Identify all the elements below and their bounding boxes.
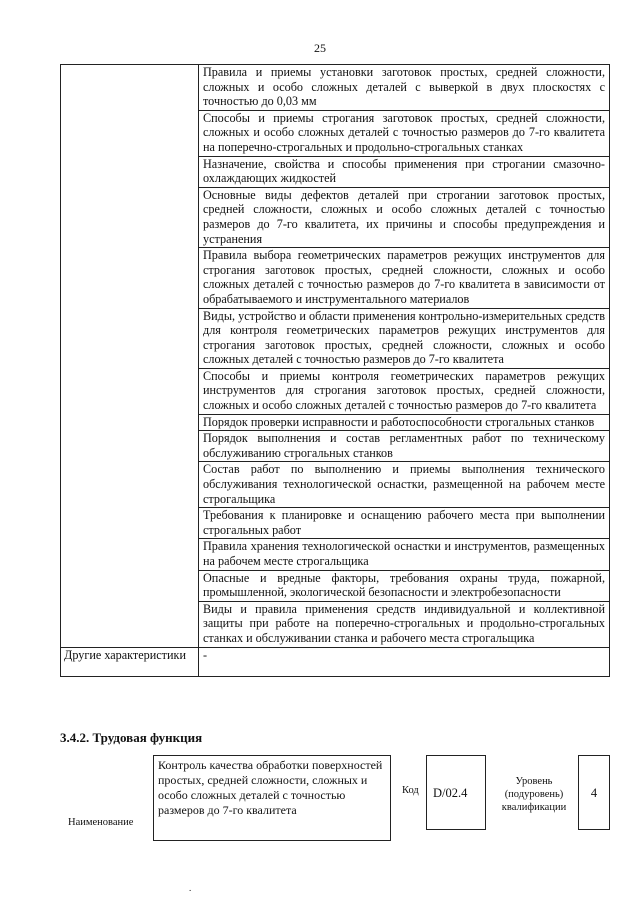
knowledge-item: Виды и правила применения средств индивидуальной и коллективной защиты при работе на поперечно-строгальных и продольно-строгальных станках и обслуживании станка и рабочего места строгальщика — [199, 601, 610, 647]
knowledge-item: Назначение, свойства и способы применения при строгании смазочно-охлаждающих жидкостей — [199, 156, 610, 187]
knowledge-item: Способы и приемы контроля геометрических параметров режущих инструментов для строгания заготовок простых, средней сложности, сложных и особо сложных деталей с точностью размеров до 7-го квалитета — [199, 368, 610, 414]
required-knowledge-table — [60, 64, 610, 677]
section-title: 3.4.2. Трудовая функция — [60, 730, 203, 745]
qualification-level-value: 4 — [578, 755, 610, 830]
knowledge-item: Требования к планировке и оснащению рабочего места при выполнении строгальных работ — [199, 508, 610, 539]
knowledge-item: Порядок проверки исправности и работоспособности строгальных станков — [199, 414, 610, 431]
knowledge-item: Способы и приемы строгания заготовок простых, средней сложности, сложных и особо сложных деталей с точностью размеров до 7-го квалитета на поперечно-строгальных и продольно-строгальных станках — [199, 110, 610, 156]
knowledge-item: Правила выбора геометрических параметров режущих инструментов для строгания заготовок простых, средней сложности, сложных и особо сложных деталей с точностью размеров до 7-го квалитета в зависимости от обрабатываемого и инструментального материалов — [199, 248, 610, 308]
other-characteristics-value: - — [199, 647, 610, 676]
knowledge-item: Правила хранения технологической оснастки и инструментов, размещенных на рабочем месте строгальщика — [199, 539, 610, 570]
page-number: 25 — [314, 41, 326, 55]
knowledge-label-cell — [61, 65, 199, 648]
knowledge-item: Виды, устройство и области применения контрольно-измерительных средств для контроля геометрических параметров режущих инструментов для строгания заготовок простых, средней сложности, сложных и особо сложных деталей с точностью размеров до 7-го квалитета — [199, 308, 610, 368]
function-name-value: Контроль качества обработки поверхностей простых, средней сложности, сложных и особо сложных деталей с точностью размеров до 7-го квалитета — [153, 755, 391, 841]
other-characteristics-row — [61, 647, 610, 676]
qualification-level-label: Уровень (подуровень) квалификации — [501, 776, 567, 813]
knowledge-item: Правила и приемы установки заготовок простых, средней сложности, сложных и особо сложных деталей с выверкой в двух плоскостях с точностью до 0,03 мм — [199, 65, 610, 111]
other-characteristics-label: Другие характеристики — [61, 647, 199, 676]
table-row — [61, 65, 610, 111]
knowledge-item: Основные виды дефектов деталей при строгании заготовок простых, средней сложности, сложных и особо сложных деталей с точностью размеров до 7-го квалитета, их причины и способы предупреждения и устранения — [199, 187, 610, 247]
function-code-value: D/02.4 — [426, 755, 486, 830]
footer-mark: . — [189, 883, 192, 893]
knowledge-item: Состав работ по выполнению и приемы выполнения технического обслуживания технологической оснастки, размещенной на рабочем месте строгальщика — [199, 462, 610, 508]
function-code-label: Код — [402, 785, 419, 796]
knowledge-item: Порядок выполнения и состав регламентных работ по техническому обслуживанию строгальных станков — [199, 431, 610, 462]
knowledge-item: Опасные и вредные факторы, требования охраны труда, пожарной, промышленной, экологической безопасности и электробезопасности — [199, 570, 610, 601]
function-name-label: Наименование — [68, 817, 134, 828]
